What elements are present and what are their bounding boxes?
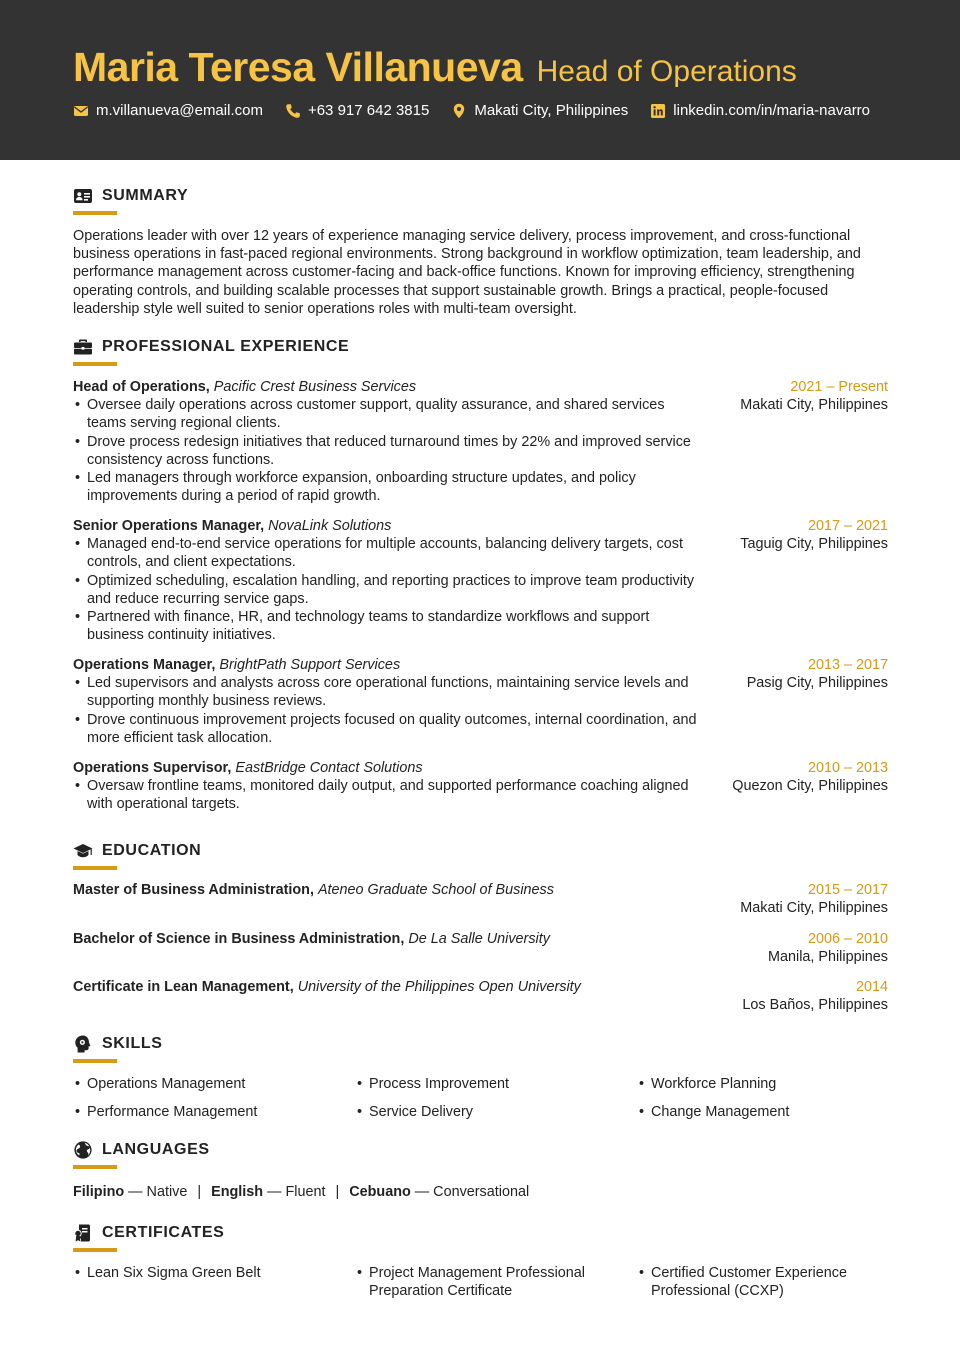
education-school: De La Salle University	[408, 931, 550, 947]
education-dates: 2015 – 2017	[807, 882, 888, 898]
contact-linkedin-text: linkedin.com/in/maria-navarro	[673, 102, 871, 119]
language-name: English	[211, 1184, 264, 1200]
section-title-languages: LANGUAGES	[102, 1141, 210, 1158]
job-company: NovaLink Solutions	[268, 518, 392, 534]
section-underline	[73, 1248, 117, 1252]
education-degree: Certificate in Lean Management,	[73, 979, 294, 995]
job-bullet: • Drove continuous improvement projects focused on quality outcomes, internal coordination, and more efficient task allocation.	[73, 711, 698, 747]
skills-list	[73, 1075, 888, 1121]
graduation-cap-icon	[73, 841, 93, 861]
contact-phone-text: +63 917 642 3815	[307, 102, 430, 119]
contact-list	[73, 102, 892, 119]
education-location: Makati City, Philippines	[740, 900, 888, 917]
education-location: Los Baños, Philippines	[742, 997, 888, 1014]
job-location: Pasig City, Philippines	[746, 675, 888, 692]
job-bullet: • Oversee daily operations across customer support, quality assurance, and shared services teams serving regional clients.	[73, 396, 698, 432]
job-company: EastBridge Contact Solutions	[235, 760, 423, 776]
certificate-item: • Project Management Professional Preparation Certificate	[355, 1264, 637, 1300]
job-bullets	[73, 535, 698, 644]
skill-item: • Change Management	[637, 1103, 888, 1121]
header-banner	[0, 0, 960, 160]
candidate-role: Head of Operations	[536, 55, 797, 88]
linkedin-icon	[650, 103, 666, 119]
job-position: Operations Supervisor,	[73, 760, 232, 776]
language-level: — Fluent	[267, 1184, 326, 1200]
section-title-education: EDUCATION	[102, 842, 202, 859]
language-separator: |	[197, 1184, 202, 1200]
job-bullet: • Optimized scheduling, escalation handling, and reporting practices to improve team productivity and reduce recurring service gaps.	[73, 572, 698, 608]
job-entry	[73, 378, 888, 505]
job-bullets	[73, 396, 698, 505]
section-title-skills: SKILLS	[102, 1035, 163, 1052]
job-company: Pacific Crest Business Services	[213, 379, 417, 395]
job-title-line	[73, 759, 888, 777]
job-entry	[73, 517, 888, 644]
education-dates: 2014	[855, 979, 888, 995]
language-separator: |	[335, 1184, 340, 1200]
education-title-line	[73, 881, 888, 899]
envelope-icon	[73, 103, 89, 119]
skill-item: • Process Improvement	[355, 1075, 637, 1093]
section-underline	[73, 1059, 117, 1063]
id-card-icon	[73, 186, 93, 206]
education-heading	[73, 841, 201, 861]
certificate-icon	[73, 1223, 93, 1243]
skill-item: • Operations Management	[73, 1075, 355, 1093]
skills-heading	[73, 1034, 163, 1054]
experience-heading	[73, 337, 349, 357]
skill-item: • Workforce Planning	[637, 1075, 888, 1093]
name-line	[73, 44, 797, 91]
phone-icon	[285, 103, 301, 119]
job-dates: 2010 – 2013	[807, 760, 888, 776]
job-position: Senior Operations Manager,	[73, 518, 265, 534]
globe-icon	[73, 1140, 93, 1160]
skill-item: • Performance Management	[73, 1103, 355, 1121]
job-title-line	[73, 378, 888, 396]
education-entry	[73, 930, 888, 966]
job-bullet: • Led supervisors and analysts across core operational functions, maintaining service levels and supporting monthly business reviews.	[73, 674, 698, 710]
job-bullet: • Oversaw frontline teams, monitored daily output, and supported performance coaching aligned with operational targets.	[73, 777, 698, 813]
section-underline	[73, 866, 117, 870]
education-title-line	[73, 930, 888, 948]
education-school: University of the Philippines Open University	[297, 979, 581, 995]
job-position: Operations Manager,	[73, 657, 216, 673]
certificate-item: • Certified Customer Experience Professional (CCXP)	[637, 1264, 888, 1300]
education-degree: Bachelor of Science in Business Administration,	[73, 931, 405, 947]
education-title-line	[73, 978, 888, 996]
section-underline	[73, 362, 117, 366]
job-bullet: • Partnered with finance, HR, and technology teams to standardize workflows and support business continuity initiatives.	[73, 608, 698, 644]
job-dates: 2013 – 2017	[807, 657, 888, 673]
job-bullet: • Managed end-to-end service operations for multiple accounts, balancing delivery targets, cost controls, and client expectations.	[73, 535, 698, 571]
language-level: — Conversational	[414, 1184, 530, 1200]
job-entry	[73, 656, 888, 747]
contact-email-text: m.villanueva@email.com	[96, 102, 263, 119]
education-entry	[73, 978, 888, 1014]
summary-heading	[73, 186, 188, 206]
job-title-line	[73, 656, 888, 674]
education-school: Ateneo Graduate School of Business	[317, 882, 554, 898]
job-location: Quezon City, Philippines	[732, 778, 888, 795]
contact-location	[451, 102, 628, 119]
job-position: Head of Operations,	[73, 379, 210, 395]
certificate-item: • Lean Six Sigma Green Belt	[73, 1264, 355, 1300]
summary-text: Operations leader with over 12 years of experience managing service delivery, process improvement, and cross-functional business operations in fast-paced regional environments. Strong background in workflow optimization, team leadership, and performance management across customer-facing and back-office functions. Known for improving efficiency, strengthening operating controls, and building scalable processes that support sustainable growth. Brings a practical, people-focused leadership style well suited to senior operations roles with multi-team oversight.	[73, 228, 861, 317]
job-title-line	[73, 517, 888, 535]
job-bullets	[73, 674, 698, 747]
job-bullet: • Drove process redesign initiatives that reduced turnaround times by 22% and improved service consistency across functions.	[73, 433, 698, 469]
job-company: BrightPath Support Services	[219, 657, 401, 673]
section-title-experience: PROFESSIONAL EXPERIENCE	[102, 338, 350, 355]
language-name: Filipino	[73, 1184, 125, 1200]
contact-phone[interactable]	[285, 102, 429, 119]
certificates-list	[73, 1264, 888, 1300]
job-location: Makati City, Philippines	[740, 397, 888, 414]
certificates-heading	[73, 1223, 224, 1243]
education-degree: Master of Business Administration,	[73, 882, 314, 898]
job-location: Taguig City, Philippines	[740, 536, 888, 553]
candidate-name: Maria Teresa Villanueva	[73, 44, 523, 90]
education-location: Manila, Philippines	[768, 949, 888, 966]
briefcase-icon	[73, 337, 93, 357]
contact-linkedin[interactable]	[650, 102, 870, 119]
section-underline	[73, 1165, 117, 1169]
section-underline	[73, 211, 117, 215]
languages-heading	[73, 1140, 210, 1160]
job-bullet: • Led managers through workforce expansion, onboarding structure updates, and policy improvements during a period of rapid growth.	[73, 469, 698, 505]
head-gear-icon	[73, 1034, 93, 1054]
location-pin-icon	[451, 103, 467, 119]
section-title-certificates: CERTIFICATES	[102, 1224, 225, 1241]
education-dates: 2006 – 2010	[807, 931, 888, 947]
job-bullets	[73, 777, 698, 813]
contact-location-text: Makati City, Philippines	[474, 102, 629, 119]
language-name: Cebuano	[349, 1184, 411, 1200]
education-entry	[73, 881, 888, 917]
section-title-summary: SUMMARY	[102, 187, 189, 204]
languages-list	[73, 1183, 529, 1201]
skill-item: • Service Delivery	[355, 1103, 637, 1121]
contact-email[interactable]	[73, 102, 263, 119]
language-level: — Native	[128, 1184, 188, 1200]
job-dates: 2017 – 2021	[807, 518, 888, 534]
job-entry	[73, 759, 888, 814]
job-dates: 2021 – Present	[790, 379, 888, 395]
